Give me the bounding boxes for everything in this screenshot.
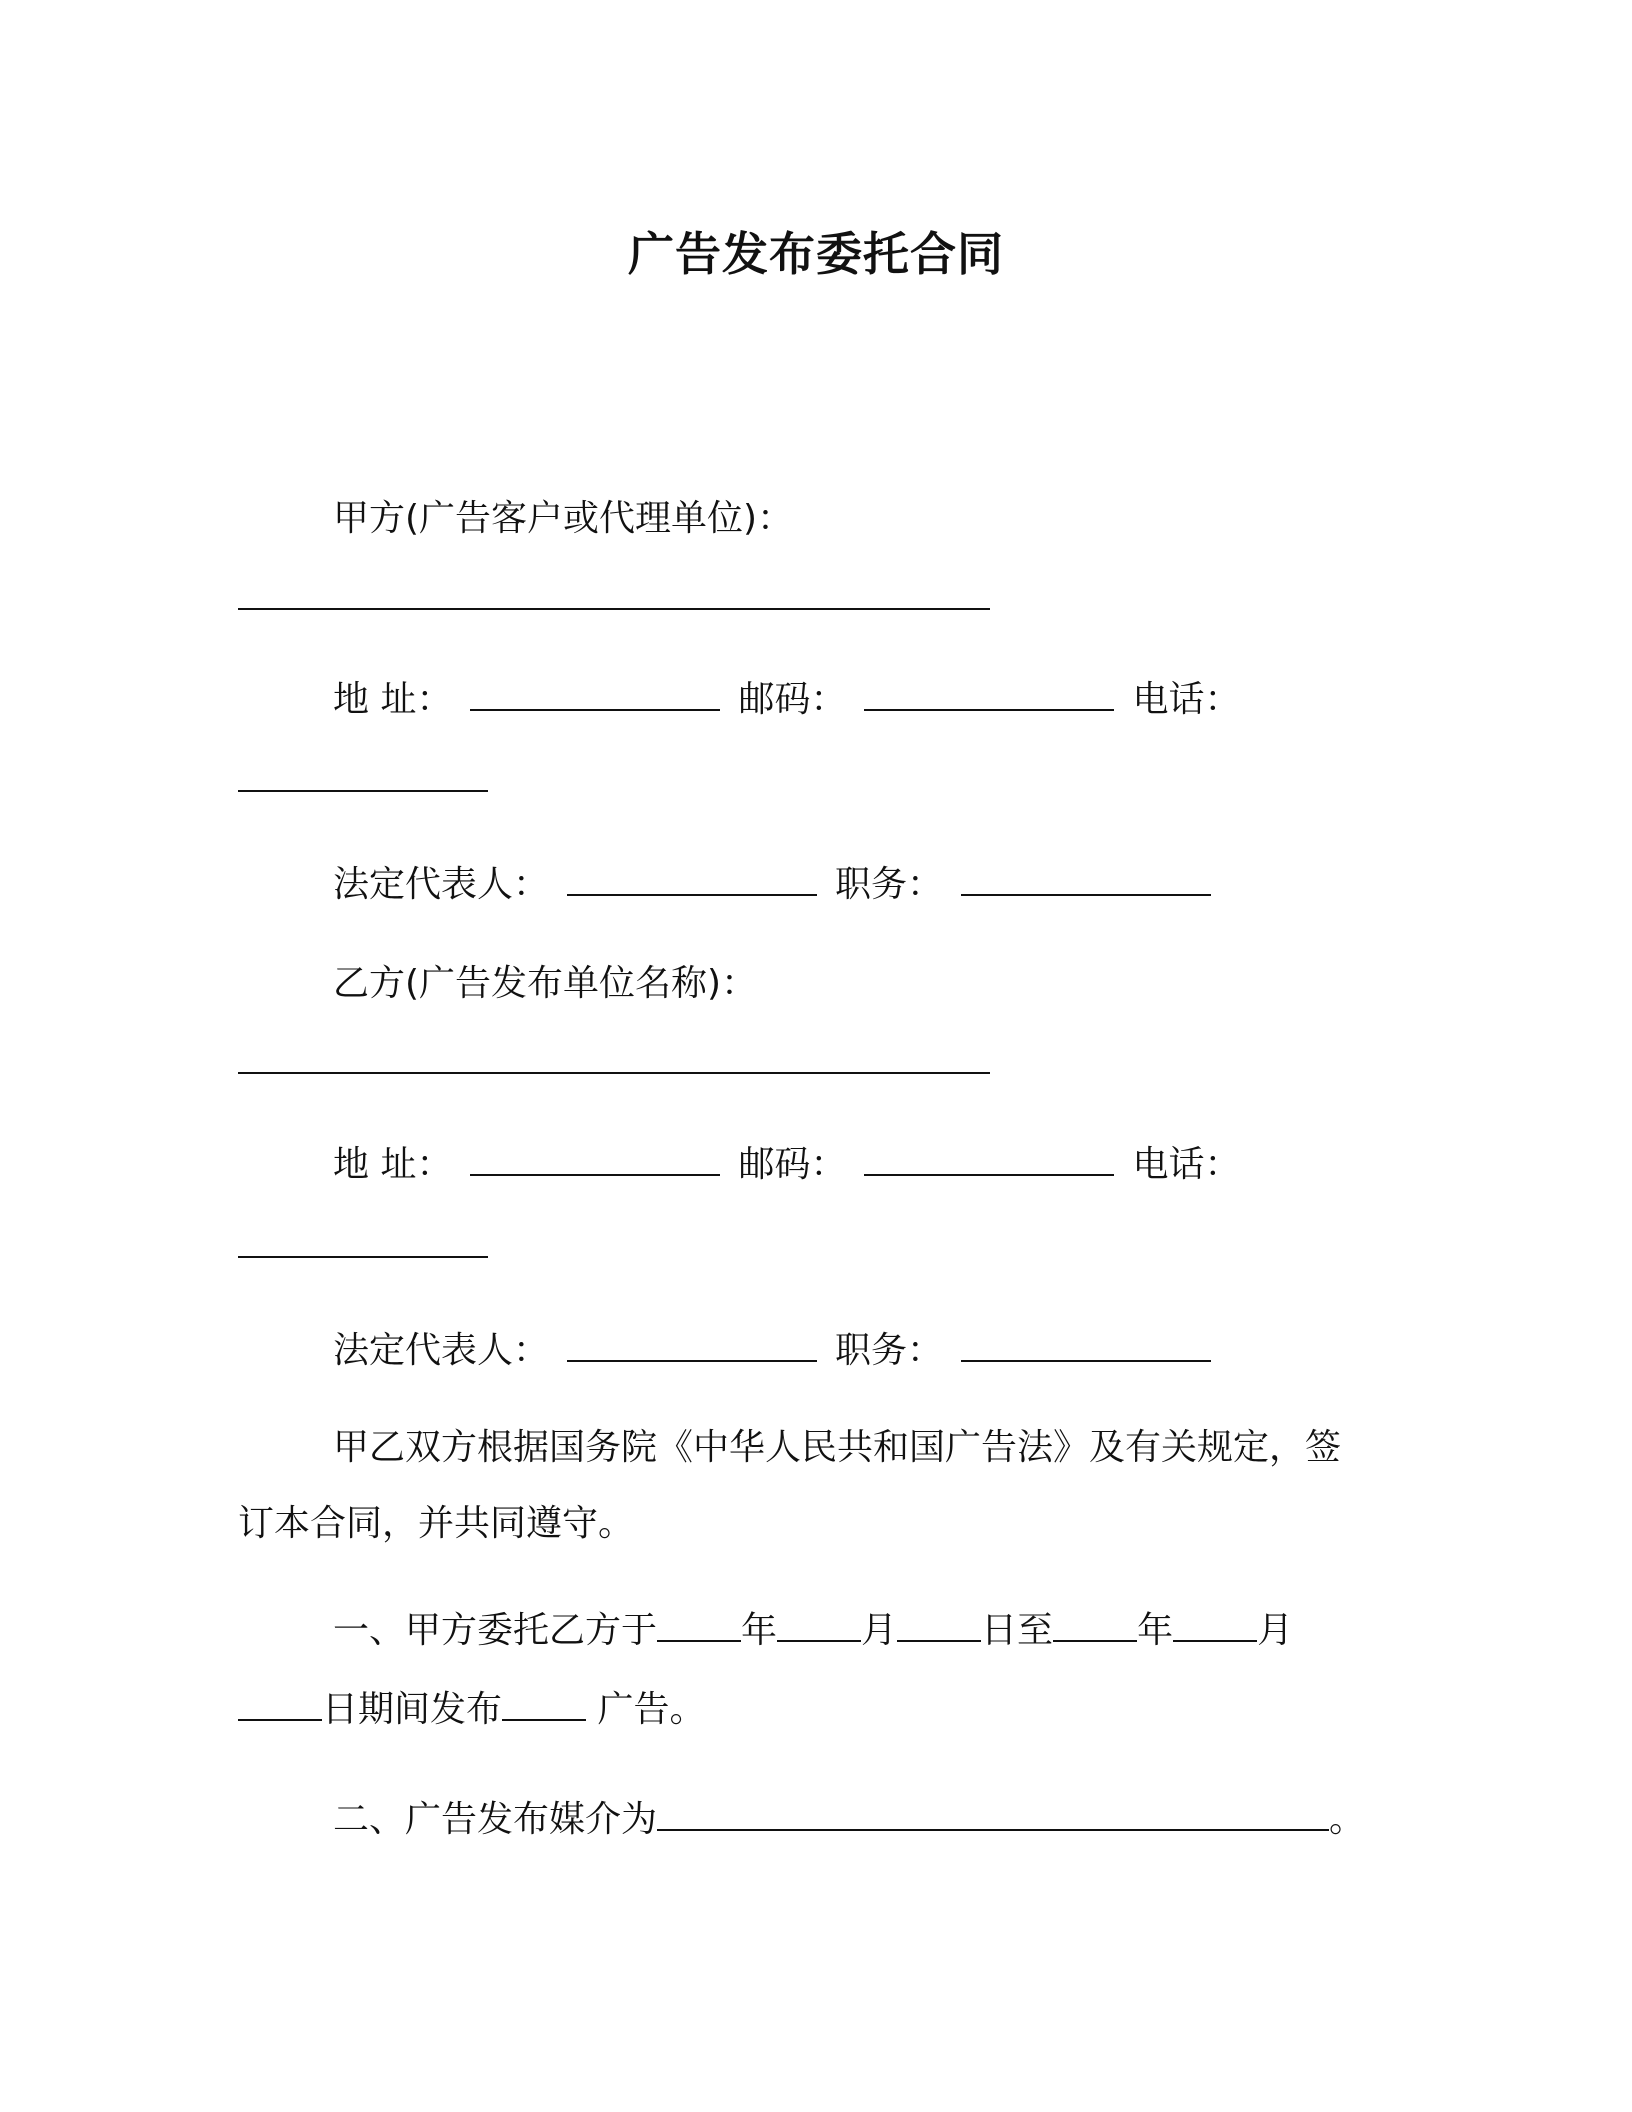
party-b-rep-line bbox=[567, 1326, 817, 1362]
party-b-contact-row bbox=[333, 1140, 1240, 1189]
clause-1-end-month-line bbox=[1173, 1606, 1257, 1642]
party-b-postcode-line bbox=[864, 1140, 1114, 1176]
party-a-name-line bbox=[238, 574, 990, 610]
clause-2-media-line bbox=[657, 1795, 1329, 1831]
preamble-line-1: 甲乙双方根据国务院《中华人民共和国广告法》及有关规定，签 bbox=[333, 1427, 1342, 1468]
document-title: 广告发布委托合同 bbox=[628, 227, 1004, 281]
party-a-phone-blank bbox=[238, 756, 488, 805]
party-b-phone-label: 电话： bbox=[1132, 1144, 1241, 1185]
party-a-phone-label: 电话： bbox=[1132, 679, 1241, 720]
clause-1-day-to-label: 日至 bbox=[981, 1610, 1054, 1651]
clause-2-prefix: 二、广告发布媒介为 bbox=[333, 1799, 658, 1840]
party-b-name-blank bbox=[238, 1038, 990, 1087]
party-b-position-label: 职务： bbox=[835, 1330, 944, 1371]
clause-1-day-period-label: 日期间发布 bbox=[322, 1689, 503, 1730]
party-a-name-blank bbox=[238, 574, 990, 623]
clause-1-end-year-line bbox=[1053, 1606, 1137, 1642]
clause-1-start-day-line bbox=[897, 1606, 981, 1642]
clause-1-prefix: 一、甲方委托乙方于 bbox=[333, 1610, 658, 1651]
clause-1-start-year-line bbox=[657, 1606, 741, 1642]
party-a-position-line bbox=[961, 860, 1211, 896]
clause-1-month2-label: 月 bbox=[1257, 1610, 1294, 1651]
clause-2-line bbox=[333, 1795, 1365, 1844]
party-b-address-line bbox=[470, 1140, 720, 1176]
party-a-contact-row bbox=[333, 675, 1240, 724]
party-a-rep-row bbox=[333, 860, 1211, 909]
party-a-address-label: 地 址： bbox=[333, 679, 453, 720]
party-a-address-line bbox=[470, 675, 720, 711]
clause-1-line-1 bbox=[333, 1606, 1293, 1655]
party-b-position-line bbox=[961, 1326, 1211, 1362]
clause-1-year-label: 年 bbox=[741, 1610, 778, 1651]
preamble-line-2: 订本合同，并共同遵守。 bbox=[238, 1503, 635, 1544]
party-a-rep-label: 法定代表人： bbox=[333, 864, 550, 905]
party-b-name-line bbox=[238, 1038, 990, 1074]
party-b-phone-blank bbox=[238, 1222, 488, 1271]
party-a-rep-line bbox=[567, 860, 817, 896]
party-b-rep-label: 法定代表人： bbox=[333, 1330, 550, 1371]
party-a-position-label: 职务： bbox=[835, 864, 944, 905]
party-b-postcode-label: 邮码： bbox=[738, 1144, 847, 1185]
party-a-postcode-label: 邮码： bbox=[738, 679, 847, 720]
party-b-address-label: 地 址： bbox=[333, 1144, 453, 1185]
party-a-postcode-line bbox=[864, 675, 1114, 711]
clause-2-suffix: 。 bbox=[1329, 1799, 1366, 1840]
clause-1-suffix: 广告。 bbox=[586, 1689, 706, 1730]
clause-1-ad-content-line bbox=[502, 1685, 586, 1721]
clause-1-month-label: 月 bbox=[861, 1610, 898, 1651]
clause-1-end-day-line bbox=[238, 1685, 322, 1721]
clause-1-year2-label: 年 bbox=[1137, 1610, 1174, 1651]
party-b-phone-line bbox=[238, 1222, 488, 1258]
party-a-phone-line bbox=[238, 756, 488, 792]
party-b-rep-row bbox=[333, 1326, 1211, 1375]
party-b-heading: 乙方(广告发布单位名称)： bbox=[333, 963, 758, 1004]
clause-1-line-2 bbox=[238, 1685, 705, 1734]
clause-1-start-month-line bbox=[777, 1606, 861, 1642]
party-a-heading: 甲方(广告客户或代理单位)： bbox=[333, 498, 794, 539]
